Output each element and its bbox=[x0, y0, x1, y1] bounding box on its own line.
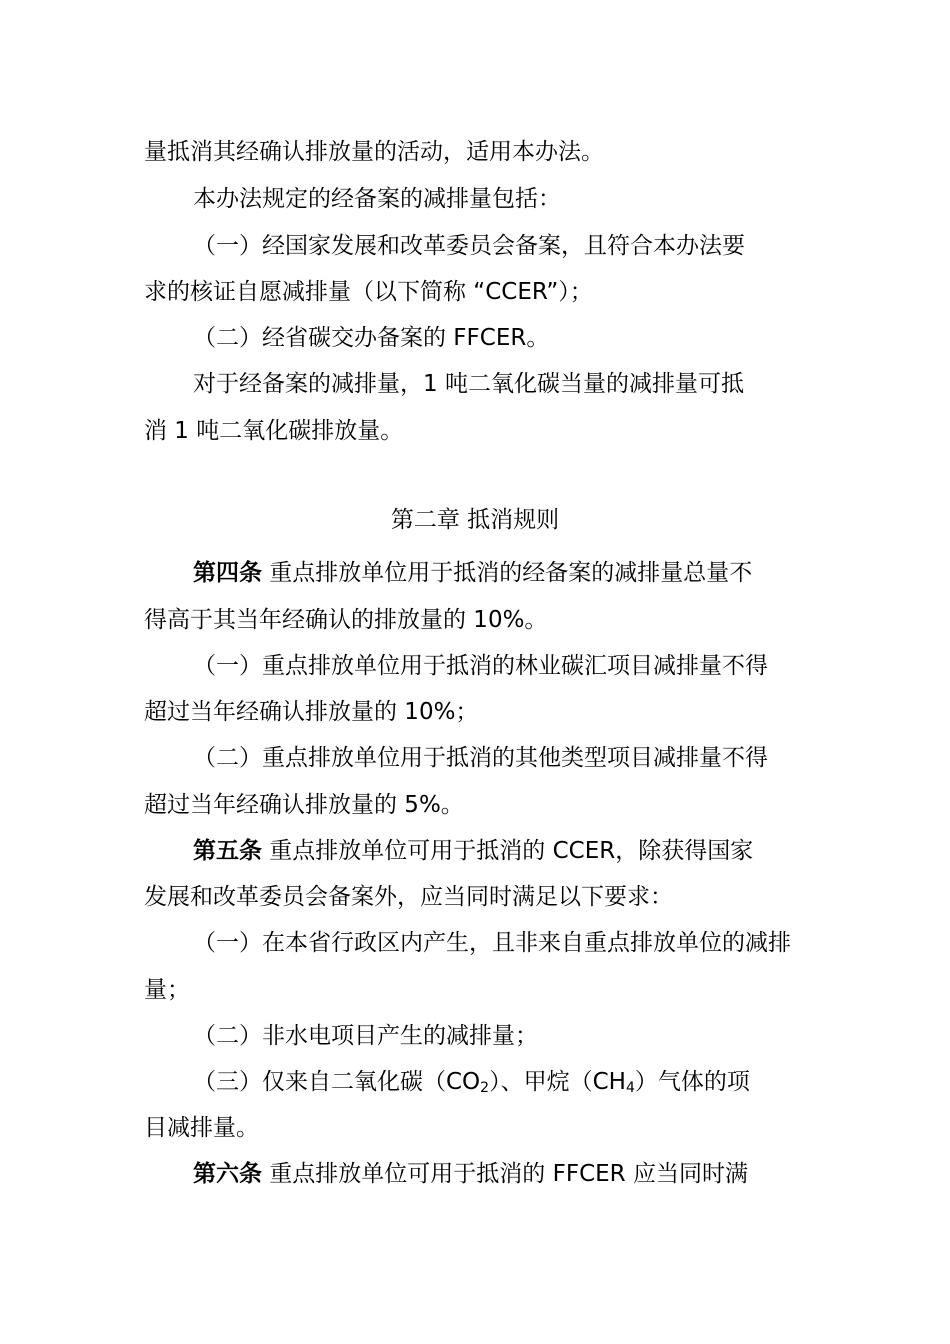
paragraph-line: 发展和改革委员会备案外，应当同时满足以下要求： bbox=[144, 884, 673, 910]
paragraph-line: 超过当年经确认排放量的 5%。 bbox=[144, 792, 464, 818]
item-text: ）气体的项 bbox=[634, 1069, 750, 1095]
subscript: 4 bbox=[625, 1080, 635, 1096]
article-4-line bbox=[193, 558, 752, 588]
paragraph-line: 量； bbox=[144, 977, 190, 1003]
paragraph-line: 求的核证自愿减排量（以下简称 “CCER”）； bbox=[144, 279, 593, 305]
article-6-line bbox=[193, 1159, 748, 1189]
paragraph-line: 本办法规定的经备案的减排量包括： bbox=[193, 186, 561, 212]
article-text: 重点排放单位可用于抵消的 CCER，除获得国家 bbox=[262, 838, 754, 864]
subscript: 2 bbox=[480, 1080, 490, 1096]
paragraph-line: 消 1 吨二氧化碳排放量。 bbox=[144, 418, 404, 444]
item-text: ）、甲烷（CH bbox=[489, 1069, 626, 1095]
paragraph-line: 超过当年经确认排放量的 10%； bbox=[144, 699, 479, 725]
paragraph-line: （二）经省碳交办备案的 FFCER。 bbox=[193, 325, 550, 351]
chapter-heading: 第二章 抵消规则 bbox=[390, 507, 560, 533]
article-label: 第六条 bbox=[193, 1161, 262, 1187]
article-text: 重点排放单位可用于抵消的 FFCER 应当同时满 bbox=[262, 1161, 748, 1187]
list-item: （一）在本省行政区内产生，且非来自重点排放单位的减排 bbox=[193, 930, 791, 956]
paragraph-line: 对于经备案的减排量，1 吨二氧化碳当量的减排量可抵 bbox=[193, 371, 744, 397]
paragraph-line: 目减排量。 bbox=[144, 1115, 259, 1141]
article-5-line bbox=[193, 836, 753, 866]
paragraph-line: 量抵消其经确认排放量的活动，适用本办法。 bbox=[144, 139, 604, 165]
article-label: 第四条 bbox=[193, 560, 262, 586]
list-item bbox=[193, 1067, 750, 1097]
list-item: （一）重点排放单位用于抵消的林业碳汇项目减排量不得 bbox=[193, 653, 768, 679]
list-item: （二）重点排放单位用于抵消的其他类型项目减排量不得 bbox=[193, 745, 768, 771]
item-text: （三）仅来自二氧化碳（CO bbox=[193, 1069, 481, 1095]
paragraph-line: 得高于其当年经确认的排放量的 10%。 bbox=[144, 607, 548, 633]
paragraph-line: （一）经国家发展和改革委员会备案，且符合本办法要 bbox=[193, 233, 745, 259]
article-text: 重点排放单位用于抵消的经备案的减排量总量不 bbox=[262, 560, 753, 586]
article-label: 第五条 bbox=[193, 838, 262, 864]
list-item: （二）非水电项目产生的减排量； bbox=[193, 1023, 538, 1049]
